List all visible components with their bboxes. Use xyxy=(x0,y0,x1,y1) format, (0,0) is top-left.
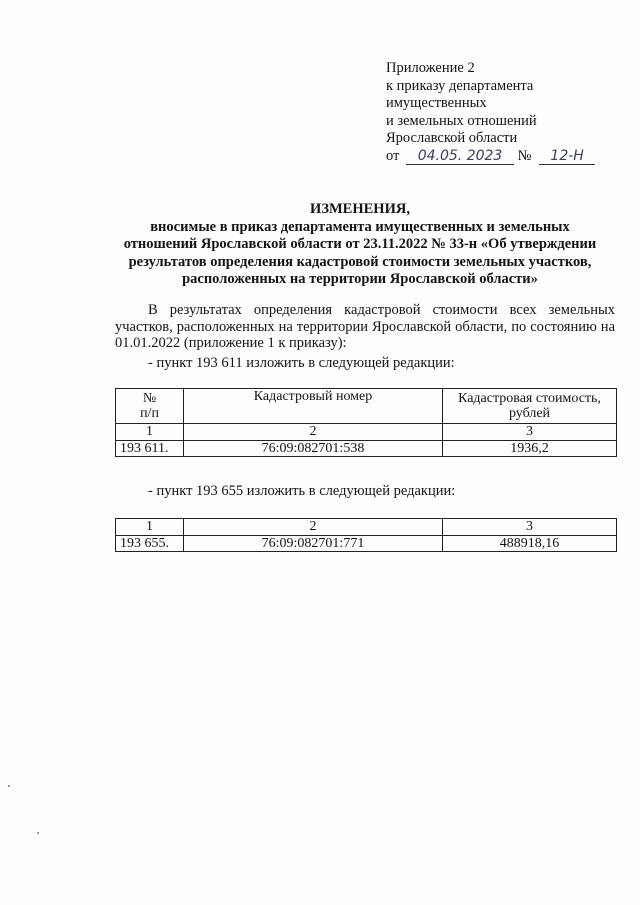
annex-line-4: и земельных отношений xyxy=(386,112,537,129)
annex-date-line xyxy=(386,148,595,166)
row-cadastral-number: 76:09:082701:538 xyxy=(184,440,443,457)
scan-speck xyxy=(37,832,39,834)
table-193611 xyxy=(115,388,617,457)
row-number: 193 611. xyxy=(116,440,184,457)
title-line-4: расположенных на территории Ярославской области» xyxy=(182,271,538,287)
row-cadastral-value: 1936,2 xyxy=(443,440,617,457)
annex-line-2: к приказу департамента xyxy=(386,77,534,94)
colnum-3: 3 xyxy=(443,519,617,536)
colnum-3: 3 xyxy=(443,424,617,441)
table-colnum-row xyxy=(116,424,617,441)
table-header-row xyxy=(116,389,617,424)
header-cadastral-number: Кадастровый номер xyxy=(184,389,443,424)
scan-speck xyxy=(8,785,10,787)
table-colnum-row xyxy=(116,519,617,536)
colnum-2: 2 xyxy=(184,424,443,441)
table-193655 xyxy=(115,518,617,552)
header-number: № п/п xyxy=(116,389,184,424)
number-prefix: № xyxy=(517,147,532,164)
handwritten-date: 04.05. 2023 xyxy=(406,149,514,165)
row-cadastral-value: 488918,16 xyxy=(443,535,617,552)
title-line-3: результатов определения кадастровой стоимости земельных участков, xyxy=(128,253,592,270)
title-line-1: вносимые в приказ департамента имущественных и земельных xyxy=(150,218,570,235)
table-row xyxy=(116,535,617,552)
row-number: 193 655. xyxy=(116,535,184,552)
colnum-2: 2 xyxy=(184,519,443,536)
document-title xyxy=(100,201,620,289)
annex-block xyxy=(386,60,595,165)
annex-line-5: Ярославской области xyxy=(386,130,518,146)
title-line-2: отношений Ярославской области от 23.11.2022 № 33-н «Об утверждении xyxy=(123,236,597,252)
annex-line-1: Приложение 2 xyxy=(386,60,475,76)
row-cadastral-number: 76:09:082701:771 xyxy=(184,535,443,552)
paragraph-text: В результатах определения кадастровой стоимости всех земельных участков, расположенных на территории Ярославской области, по состоянию на 01.01.2022 (приложение 1 к приказу): xyxy=(115,302,615,351)
handwritten-number: 12-Н xyxy=(539,149,595,165)
colnum-1: 1 xyxy=(116,519,184,536)
annex-line-3: имущественных xyxy=(386,95,487,111)
from-prefix: от xyxy=(386,147,400,164)
title-heading: ИЗМЕНЕНИЯ, xyxy=(310,201,410,217)
item-193611: - пункт 193 611 изложить в следующей редакции: xyxy=(148,355,455,371)
colnum-1: 1 xyxy=(116,424,184,441)
body-paragraph xyxy=(115,302,615,352)
header-cadastral-value: Кадастровая стоимость, рублей xyxy=(443,389,617,424)
table-row xyxy=(116,440,617,457)
item-193655: - пункт 193 655 изложить в следующей редакции: xyxy=(148,483,456,499)
